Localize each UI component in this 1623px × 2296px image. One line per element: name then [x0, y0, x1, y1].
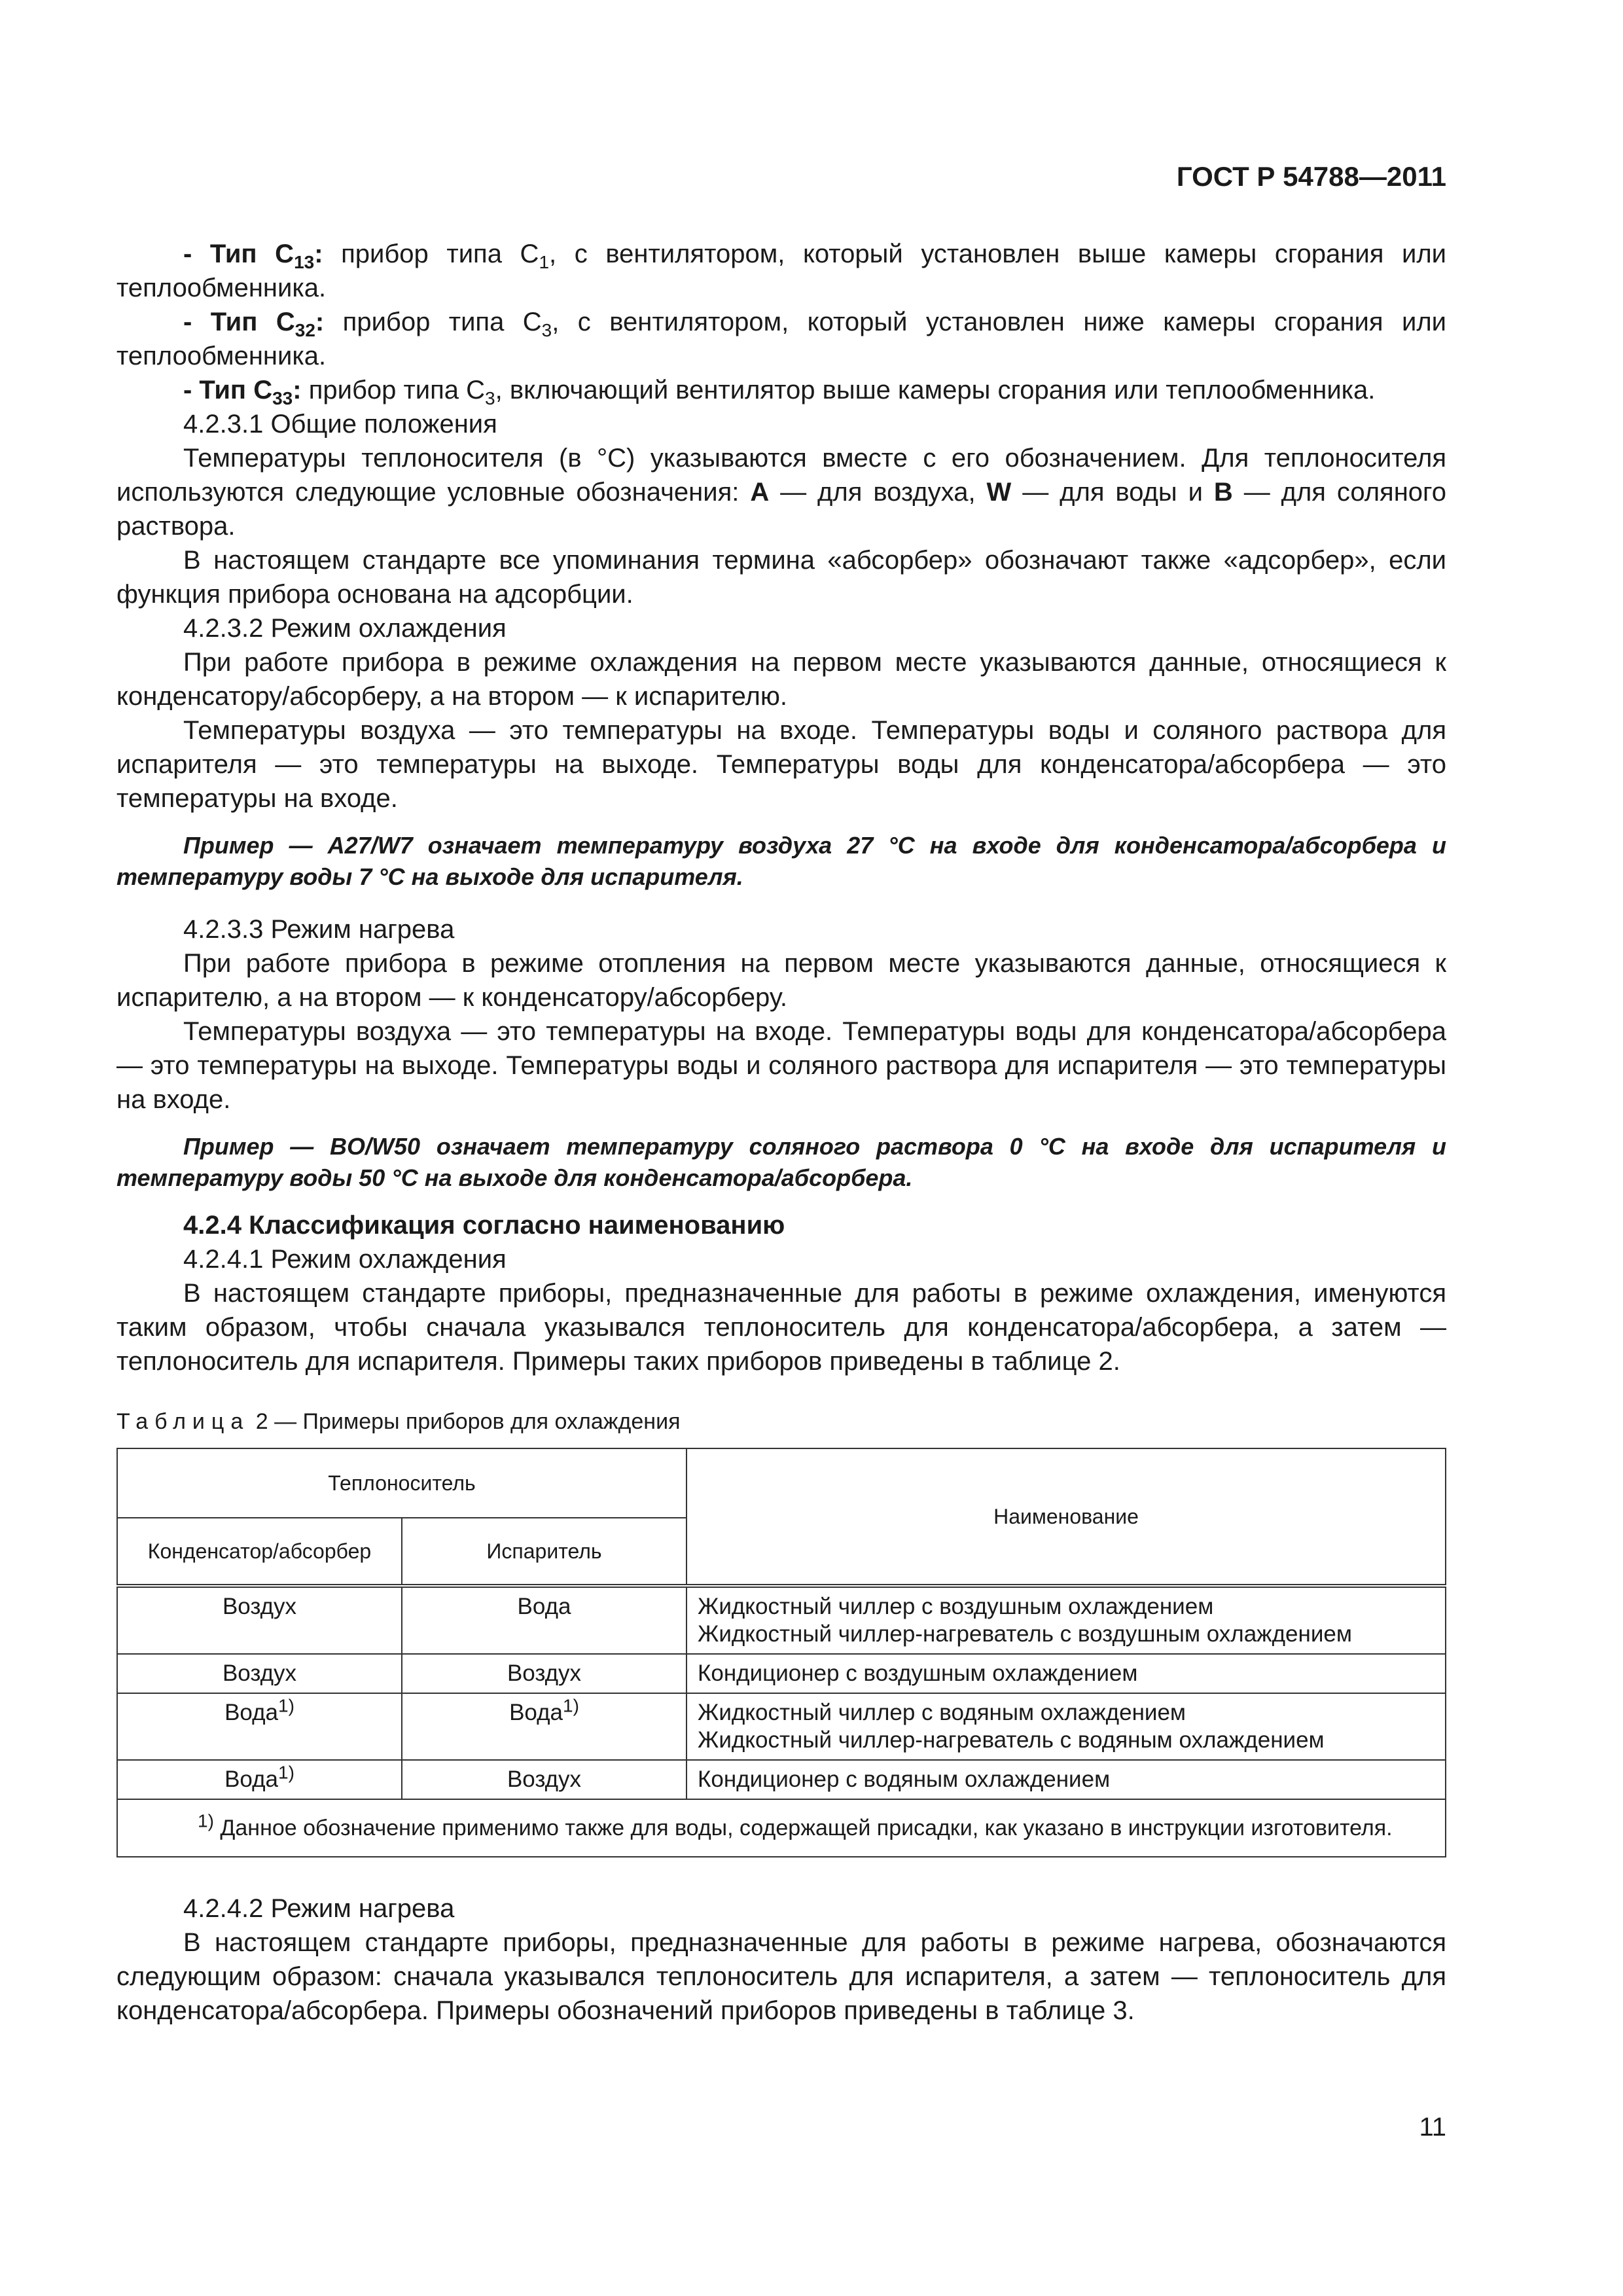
evaporator-cell: Воздух [402, 1760, 687, 1799]
heating-example: Пример — BO/W50 означает температуру соляного раствора 0 °C на входе для испарителя и температуру воды 50 °C на выходе для конденсатора/абсорбера. [116, 1133, 1446, 1191]
condenser-cell: Вода$^{1)}$ [117, 1760, 402, 1799]
type-c33-item: - Тип $С_{33}$: прибор типа $С_3$, включающий вентилятор выше камеры сгорания или теплообменника. [183, 376, 1376, 408]
section-4233-paragraph: Температуры воздуха — это температуры на входе. Температуры воды для конденсатора/абсорбера — это температуры на выходе. Температуры воды и соляного раствора для испарителя — это температуры на входе. [116, 1017, 1446, 1114]
evaporator-cell: Вода$^{1)}$ [402, 1693, 687, 1760]
type-c32-item: - Тип $С_{32}$: прибор типа $С_3$, с вентилятором, который установлен ниже камеры сгорания или теплообменника. [116, 308, 1447, 370]
condenser-cell: Воздух [117, 1654, 402, 1693]
name-cell: Кондиционер с водяным охлаждением [687, 1760, 1446, 1799]
section-4232-paragraph: Температуры воздуха — это температуры на входе. Температуры воды и соляного раствора для испарителя — это температуры на выходе. Температуры воды для конденсатора/абсорбера — это температуры на входе. [116, 716, 1446, 813]
section-424-heading: 4.2.4 Классификация согласно наименованию [183, 1211, 785, 1240]
condenser-cell: Воздух [117, 1586, 402, 1654]
condenser-column-header: Конденсатор/абсорбер [117, 1518, 402, 1586]
name-cell: Кондиционер с воздушным охлаждением [687, 1654, 1446, 1693]
section-4231-paragraph: В настоящем стандарте все упоминания термина «абсорбер» обозначают также «адсорбер», если функция прибора основана на адсорбции. [116, 546, 1446, 609]
document-body [116, 237, 1446, 2028]
name-column-header: Наименование [687, 1448, 1446, 1586]
table-row [117, 1693, 1446, 1760]
section-4233-paragraph: При работе прибора в режиме отопления на первом месте указываются данные, относящиеся к испарителю, а на втором — к конденсатору/абсорберу. [116, 949, 1446, 1012]
name-cell: Жидкостный чиллер с водяным охлаждением Жидкостный чиллер-нагреватель с водяным охлаждением [687, 1693, 1446, 1760]
section-4241-paragraph: В настоящем стандарте приборы, предназначенные для работы в режиме охлаждения, именуются таким образом, чтобы сначала указывался теплоноситель для конденсатора/абсорбера, а затем — теплоноситель для испарителя. Примеры таких приборов приведены в таблице 2. [116, 1279, 1446, 1376]
section-4231-heading: 4.2.3.1 Общие положения [183, 410, 497, 439]
evaporator-cell: Воздух [402, 1654, 687, 1693]
section-4232-heading: 4.2.3.2 Режим охлаждения [183, 614, 507, 643]
section-4242-paragraph: В настоящем стандарте приборы, предназначенные для работы в режиме нагрева, обозначаются следующим образом: сначала указывался теплоноситель для испарителя, а затем — теплоноситель для конденсатора/абсорбера. Примеры обозначений приборов приведены в таблице 3. [116, 1928, 1446, 2025]
type-label: - Тип $С_{13}$: [183, 240, 323, 272]
section-4242-heading: 4.2.4.2 Режим нагрева [183, 1894, 455, 1923]
table-row [117, 1586, 1446, 1654]
table-row [117, 1654, 1446, 1693]
cooling-devices-table [116, 1448, 1446, 1857]
heat-carrier-header: Теплоноситель [117, 1448, 687, 1518]
page-number: 11 [1419, 2113, 1446, 2142]
type-label: - Тип $С_{32}$: [183, 308, 325, 340]
evaporator-cell: Вода [402, 1586, 687, 1654]
table-footnote-row [117, 1799, 1446, 1857]
section-4232-paragraph: При работе прибора в режиме охлаждения на первом месте указываются данные, относящиеся к конденсатору/абсорберу, а на втором — к испарителю. [116, 648, 1446, 711]
type-label: - Тип $С_{33}$: [183, 376, 302, 408]
evaporator-column-header: Испаритель [402, 1518, 687, 1586]
section-4231-paragraph: Температуры теплоносителя (в °C) указываются вместе с его обозначением. Для теплоносителя используются следующие условные обозначения: A — для воздуха, W — для воды и B — для соляного раствора. [116, 444, 1446, 541]
name-cell: Жидкостный чиллер с воздушным охлаждением Жидкостный чиллер-нагреватель с воздушным охлаждением [687, 1586, 1446, 1654]
section-4233-heading: 4.2.3.3 Режим нагрева [183, 915, 455, 944]
cooling-example: Пример — A27/W7 означает температуру воздуха 27 °C на входе для конденсатора/абсорбера и температуру воды 7 °C на выходе для испарителя. [116, 832, 1446, 890]
table-row [117, 1760, 1446, 1799]
table-caption: Таблица 2 — Примеры приборов для охлаждения [116, 1409, 681, 1434]
type-c13-item: - Тип $С_{13}$: прибор типа $С_1$, с вентилятором, который установлен выше камеры сгорания или теплообменника. [116, 240, 1446, 302]
section-4241-heading: 4.2.4.1 Режим охлаждения [183, 1245, 507, 1274]
document-id-header: ГОСТ Р 54788—2011 [1176, 161, 1446, 192]
table-footnote: $^{1)}$ Данное обозначение применимо также для воды, содержащей присадки, как указано в инструкции изготовителя. [117, 1799, 1446, 1857]
condenser-cell: Вода$^{1)}$ [117, 1693, 402, 1760]
